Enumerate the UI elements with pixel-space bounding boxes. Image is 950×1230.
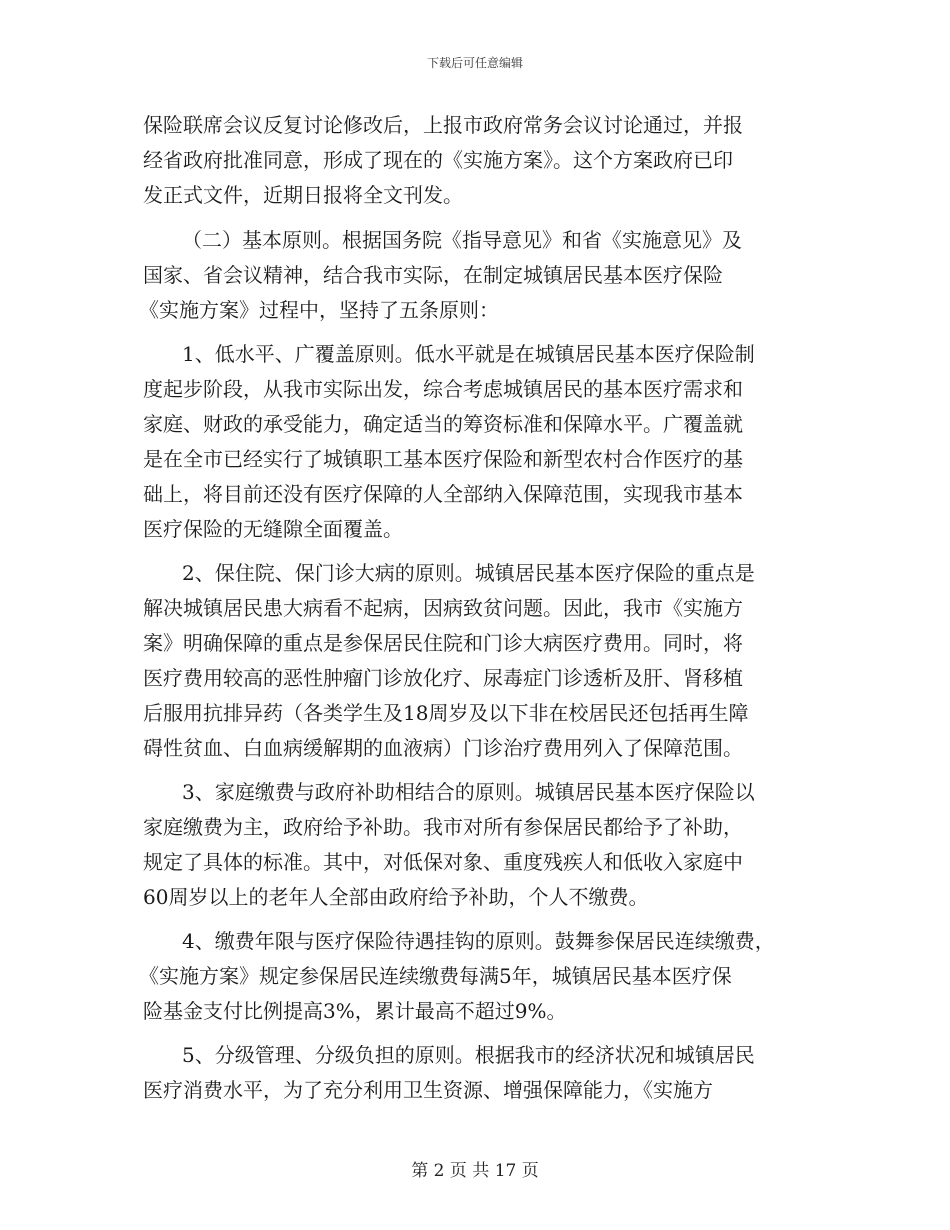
text-line: 60周岁以上的老年人全部由政府给予补助，个人不缴费。 [143, 885, 649, 909]
text-line: 度起步阶段，从我市实际出发，综合考虑城镇居民的基本医疗需求和 [143, 377, 743, 401]
page-header: 下载后可任意编辑 [426, 56, 523, 70]
text-line: 医疗费用较高的恶性肿瘤门诊放化疗、尿毒症门诊透析及肝、肾移植 [143, 666, 743, 690]
text-line: 国家、省会议精神，结合我市实际，在制定城镇居民基本医疗保险 [143, 263, 723, 287]
text-line: 2、保住院、保门诊大病的原则。城镇居民基本医疗保险的重点是 [182, 561, 755, 585]
text-line: 4、缴费年限与医疗保险待遇挂钩的原则。鼓舞参保居民连续缴费， [182, 929, 775, 953]
text-line: 《实施方案》规定参保居民连续缴费每满5年，城镇居民基本医疗保 [139, 964, 732, 988]
text-line: 医疗保险的无缝隙全面覆盖。 [143, 517, 403, 541]
text-line: 医疗消费水平，为了充分利用卫生资源、增强保障能力，《实施方 [143, 1078, 713, 1102]
text-line: 1、低水平、广覆盖原则。低水平就是在城镇居民基本医疗保险制 [182, 342, 755, 366]
text-line: 后服用抗排异药（各类学生及18周岁及以下非在校居民还包括再生障 [143, 701, 749, 725]
text-line: 规定了具体的标准。其中，对低保对象、重度残疾人和低收入家庭中 [143, 850, 743, 874]
text-line: 5、分级管理、分级负担的原则。根据我市的经济状况和城镇居民 [182, 1043, 755, 1067]
text-line: 《实施方案》过程中，坚持了五条原则： [139, 298, 499, 322]
text-line: 险基金支付比例提高3%，累计最高不超过9%。 [143, 999, 567, 1023]
text-line: 保险联席会议反复讨论修改后，上报市政府常务会议讨论通过，并报 [143, 113, 743, 137]
text-line: 家庭缴费为主，政府给予补助。我市对所有参保居民都给予了补助， [143, 815, 743, 839]
text-line: 础上，将目前还没有医疗保障的人全部纳入保障范围，实现我市基本 [143, 482, 743, 506]
text-line: 发正式文件，近期日报将全文刊发。 [143, 183, 463, 207]
text-line: 3、家庭缴费与政府补助相结合的原则。城镇居民基本医疗保险以 [182, 780, 755, 804]
text-line: 是在全市已经实行了城镇职工基本医疗保险和新型农村合作医疗的基 [143, 447, 743, 471]
text-line: （二）基本原则。根据国务院《指导意见》和省《实施意见》及 [182, 228, 742, 252]
text-line: 家庭、财政的承受能力，确定适当的筹资标准和保障水平。广覆盖就 [143, 412, 743, 436]
text-line: 碍性贫血、白血病缓解期的血液病）门诊治疗费用列入了保障范围。 [143, 736, 743, 760]
text-line: 经省政府批准同意，形成了现在的《实施方案》。这个方案政府已印 [143, 148, 733, 172]
text-line: 解决城镇居民患大病看不起病，因病致贫问题。因此，我市《实施方 [143, 596, 743, 620]
page-footer: 第 2 页 共 17 页 [411, 1161, 539, 1181]
text-line: 案》明确保障的重点是参保居民住院和门诊大病医疗费用。同时，将 [143, 631, 743, 655]
